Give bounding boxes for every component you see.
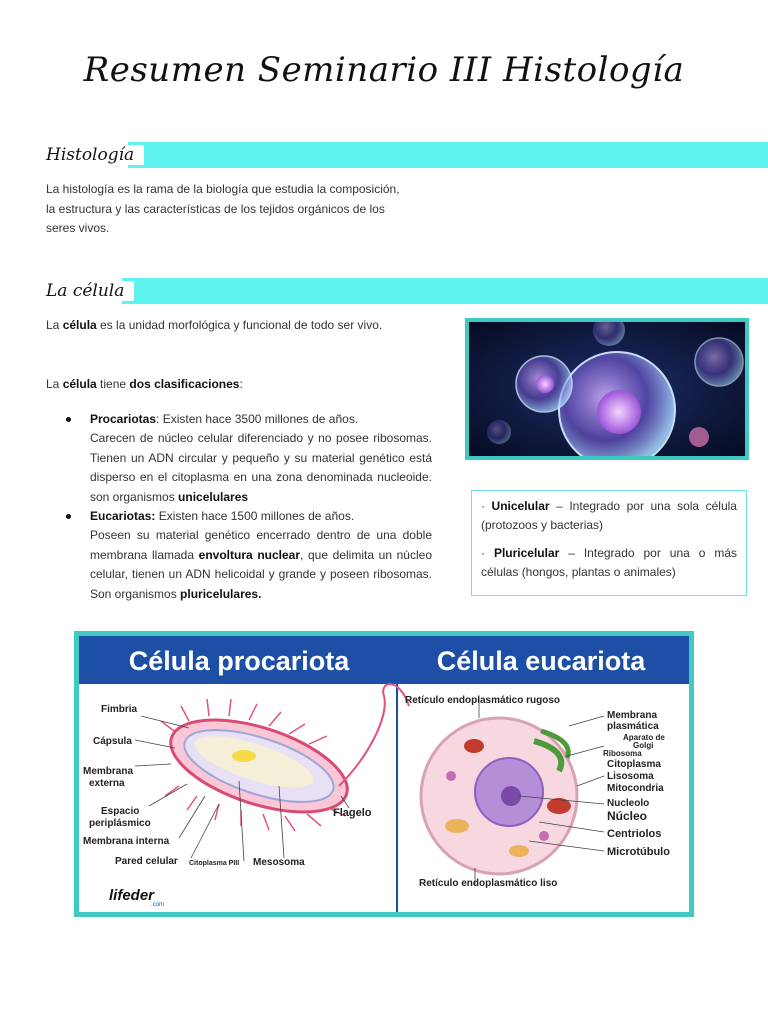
bold-term: pluricelulares. (180, 586, 262, 601)
text: Existen hace 3500 millones de años. (159, 412, 359, 426)
heading-text: La célula (46, 281, 134, 301)
label-capsula: Cápsula (93, 736, 132, 747)
bullet-icon (66, 417, 71, 422)
bold-term: Pluricelular (493, 546, 560, 560)
right-title: Célula eucariota (436, 646, 646, 676)
bold-term: Eucariotas: (90, 509, 156, 524)
logo-sub: .com (151, 902, 165, 908)
bold-term: envoltura nuclear (198, 547, 301, 562)
left-title: Célula procariota (128, 646, 350, 676)
text: – Integrado por una o más células (hongos, plantas o animales) (481, 546, 737, 579)
text: : (239, 377, 243, 391)
label-lisosoma: Lisosoma (607, 771, 654, 782)
bold-term: unicelulares (178, 489, 249, 504)
label-ribosoma: Ribosoma (603, 749, 642, 758)
bold-term: Procariotas (90, 412, 157, 426)
list-item-procariotas (46, 410, 432, 507)
text: tiene (96, 377, 130, 391)
section-bar-celula (122, 278, 768, 304)
logo-text: lifeder (109, 887, 155, 904)
histologia-paragraph (46, 180, 406, 239)
bold-term: célula (62, 377, 97, 391)
text: Existen hace 1500 millones de años. (155, 509, 355, 524)
label-flagelo: Flagelo (333, 807, 372, 819)
label-citoplasma-pro: Citoplasma PIII (189, 860, 240, 867)
label-pared: Pared celular (115, 856, 178, 867)
text: Carecen de núcleo celular diferenciado y no posee ribosomas. Tienen un ADN circular y pequeño y su material genético está disperso en el citoplasma en una zona denominada nucleoide. son organismos (90, 431, 432, 504)
label-membrana-externa-2: externa (89, 778, 125, 789)
celula-intro (46, 316, 446, 336)
prokaryote-illustration (135, 684, 409, 861)
label-membrana-plasmatica-2: plasmática (607, 721, 659, 732)
text: es la unidad morfológica y funcional de todo ser vivo. (96, 318, 383, 332)
label-reticulo-rugoso: Retículo endoplasmático rugoso (405, 695, 561, 706)
label-citoplasma-euc: Citoplasma (607, 759, 661, 770)
label-centriolos: Centriolos (607, 828, 662, 840)
infobox-pluricelular (481, 544, 737, 582)
page-title: Resumen Seminario III Histología (83, 50, 685, 90)
section-heading-celula (46, 278, 134, 304)
list-item-eucariotas (46, 507, 432, 604)
bold-term: Unicelular (491, 499, 550, 513)
bullet-icon (66, 514, 71, 519)
label-espacio-2: periplásmico (89, 818, 151, 829)
label-microtubulo: Microtúbulo (607, 846, 670, 858)
cells-illustration (469, 322, 745, 456)
cells-photo (465, 318, 749, 460)
label-golgi: Aparato de (623, 733, 665, 742)
text: · (481, 546, 494, 560)
paragraph-line: La histología es la rama de la biología que estudia la composición, (46, 182, 400, 196)
paragraph-line: la estructura y las características de los tejidos orgánicos de los (46, 201, 385, 216)
infobox-unicelular (481, 497, 737, 535)
label-nucleo: Núcleo (607, 809, 648, 823)
label-golgi-2: Golgi (633, 741, 654, 750)
section-bar-histologia (128, 142, 768, 168)
text: · (481, 499, 492, 513)
text: – Integrado por una sola célula (protozoos y bacterias) (481, 499, 737, 532)
text: : (156, 412, 160, 426)
clasificacion-infobox (471, 490, 747, 596)
text: La (46, 377, 63, 391)
paragraph-line: seres vivos. (46, 221, 110, 235)
diagram-svg (79, 636, 689, 912)
heading-text: Histología (46, 145, 144, 165)
text: , que delimita un núcleo celular, tienen un ADN helicoidal y grande y poseen ribosomas. Son organismos (90, 547, 432, 601)
label-espacio: Espacio (101, 806, 140, 817)
eukaryote-illustration (421, 698, 604, 886)
label-mitocondria: Mitocondria (607, 783, 664, 794)
text: Poseen su material genético encerrado dentro de una doble membrana llamada (90, 528, 432, 562)
label-mesosoma: Mesosoma (253, 857, 305, 868)
label-membrana-externa: Membrana (83, 766, 134, 777)
label-reticulo-liso: Retículo endoplasmático liso (419, 878, 558, 889)
bold-term: célula (62, 318, 97, 332)
label-nucleolo: Nucleolo (607, 798, 650, 809)
label-membrana-plasmatica: Membrana (607, 710, 658, 721)
bold-term: dos clasificaciones (129, 377, 240, 391)
section-heading-histologia (46, 142, 144, 168)
text: La (46, 318, 63, 332)
cell-comparison-diagram (74, 631, 694, 917)
clasificacion-list (46, 410, 432, 604)
label-fimbria: Fimbria (101, 704, 138, 715)
celula-clasificacion (46, 375, 446, 395)
label-membrana-interna: Membrana interna (83, 836, 170, 847)
